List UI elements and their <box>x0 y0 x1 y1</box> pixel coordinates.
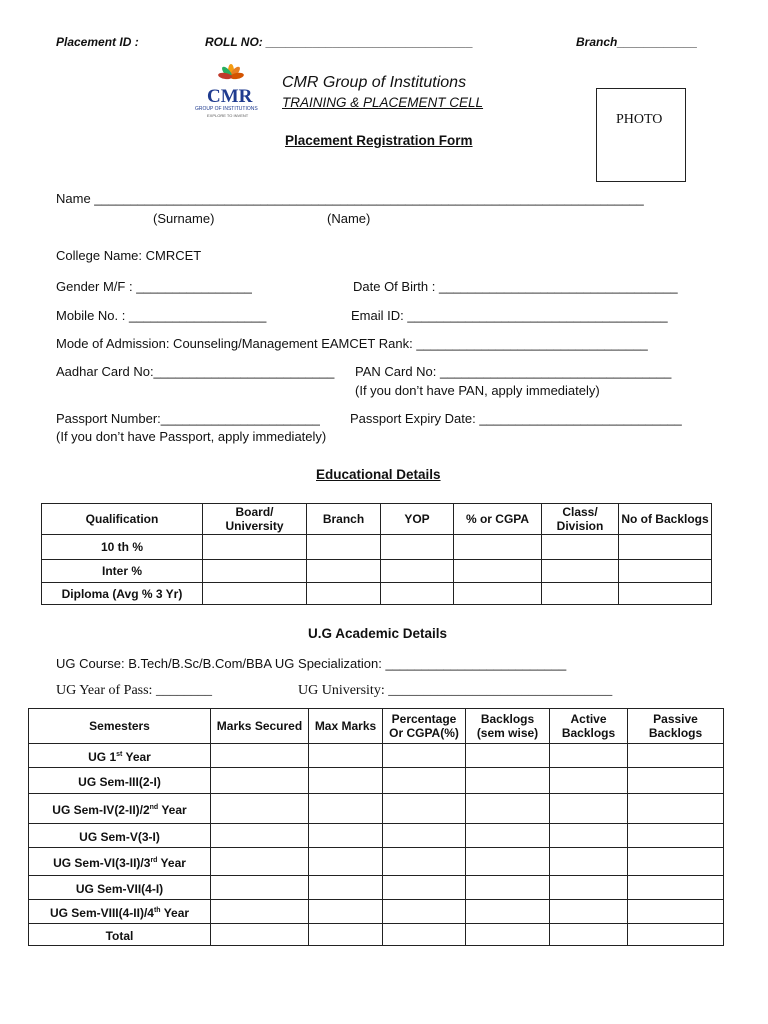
semester-cell: UG Sem-IV(2-II)/2nd Year <box>29 794 211 824</box>
table-cell[interactable] <box>466 924 550 946</box>
education-title: Educational Details <box>316 467 441 482</box>
semester-cell: UG Sem-V(3-I) <box>29 824 211 848</box>
table-cell[interactable] <box>466 900 550 924</box>
surname-hint: (Surname) <box>153 211 215 226</box>
table-row <box>29 876 724 900</box>
passport-note: (If you don’t have Passport, apply immediately) <box>56 429 327 444</box>
aadhar-field[interactable]: Aadhar Card No:_________________________ <box>56 364 335 379</box>
table-row <box>29 924 724 946</box>
photo-label: PHOTO <box>616 112 663 127</box>
table-cell[interactable] <box>383 824 466 848</box>
table-cell[interactable] <box>383 876 466 900</box>
table-header: Marks Secured <box>211 709 309 744</box>
placement-cell-title: TRAINING & PLACEMENT CELL <box>282 95 484 110</box>
institution-name: CMR Group of Institutions <box>282 74 467 91</box>
table-row <box>29 824 724 848</box>
table-cell[interactable] <box>542 535 619 560</box>
ug-year-field[interactable]: UG Year of Pass: ________ <box>56 683 212 698</box>
form-title: Placement Registration Form <box>285 133 473 148</box>
table-cell[interactable] <box>381 535 454 560</box>
qualification-cell: Inter % <box>42 560 203 583</box>
college-name: College Name: CMRCET <box>56 248 202 263</box>
table-cell[interactable] <box>628 924 724 946</box>
table-cell[interactable] <box>454 535 542 560</box>
table-cell[interactable] <box>203 583 307 605</box>
table-cell[interactable] <box>309 794 383 824</box>
table-header: YOP <box>381 504 454 535</box>
table-cell[interactable] <box>309 768 383 794</box>
table-cell[interactable] <box>466 744 550 768</box>
table-cell[interactable] <box>628 876 724 900</box>
table-cell[interactable] <box>466 768 550 794</box>
ug-title: U.G Academic Details <box>308 626 448 641</box>
table-row <box>42 560 712 583</box>
semester-cell: UG Sem-III(2-I) <box>29 768 211 794</box>
table-header: No of Backlogs <box>619 504 712 535</box>
table-cell[interactable] <box>628 768 724 794</box>
table-cell[interactable] <box>550 924 628 946</box>
passport-field[interactable]: Passport Number:______________________ <box>56 411 320 426</box>
table-cell[interactable] <box>309 924 383 946</box>
table-header: Board/ University <box>203 504 307 535</box>
roll-no-field[interactable]: ROLL NO: _______________________________ <box>205 35 473 49</box>
table-cell[interactable] <box>454 560 542 583</box>
table-cell[interactable] <box>466 824 550 848</box>
table-header: Branch <box>307 504 381 535</box>
table-cell[interactable] <box>550 900 628 924</box>
branch-field[interactable]: Branch____________ <box>576 35 698 49</box>
semester-cell: Total <box>29 924 211 946</box>
email-field[interactable]: Email ID: ____________________________________ <box>351 308 668 323</box>
table-cell[interactable] <box>550 744 628 768</box>
gender-field[interactable]: Gender M/F : ________________ <box>56 279 252 294</box>
ug-course-field[interactable]: UG Course: B.Tech/B.Sc/B.Com/BBA UG Specialization: _________________________ <box>56 656 567 671</box>
table-cell[interactable] <box>309 876 383 900</box>
table-cell[interactable] <box>628 848 724 876</box>
table-cell[interactable] <box>211 768 309 794</box>
table-header-row <box>29 709 724 744</box>
table-cell[interactable] <box>203 560 307 583</box>
table-row <box>42 535 712 560</box>
table-cell[interactable] <box>619 583 712 605</box>
placement-id-label: Placement ID : <box>56 35 139 49</box>
table-cell[interactable] <box>383 744 466 768</box>
table-cell[interactable] <box>309 848 383 876</box>
table-cell[interactable] <box>211 824 309 848</box>
table-cell[interactable] <box>307 535 381 560</box>
table-row <box>29 794 724 824</box>
table-cell[interactable] <box>550 848 628 876</box>
table-cell[interactable] <box>383 794 466 824</box>
semester-cell: UG Sem-VII(4-I) <box>29 876 211 900</box>
admission-field[interactable]: Mode of Admission: Counseling/Management EAMCET Rank: ________________________________ <box>56 336 648 351</box>
education-table <box>41 503 712 605</box>
table-cell[interactable] <box>550 768 628 794</box>
table-cell[interactable] <box>542 560 619 583</box>
table-header: Class/ Division <box>542 504 619 535</box>
table-cell[interactable] <box>307 583 381 605</box>
table-cell[interactable] <box>542 583 619 605</box>
table-header: % or CGPA <box>454 504 542 535</box>
table-cell[interactable] <box>619 535 712 560</box>
table-header: Semesters <box>29 709 211 744</box>
table-cell[interactable] <box>550 824 628 848</box>
pan-field[interactable]: PAN Card No: ________________________________ <box>355 364 672 379</box>
table-cell[interactable] <box>383 768 466 794</box>
table-cell[interactable] <box>628 900 724 924</box>
table-cell[interactable] <box>211 794 309 824</box>
table-cell[interactable] <box>383 848 466 876</box>
semester-cell: UG Sem-VIII(4-II)/4th Year <box>29 900 211 924</box>
table-cell[interactable] <box>211 924 309 946</box>
semester-cell: UG 1st Year <box>29 744 211 768</box>
table-cell[interactable] <box>309 744 383 768</box>
qualification-cell: 10 th % <box>42 535 203 560</box>
table-header: Passive Backlogs <box>628 709 724 744</box>
table-cell[interactable] <box>550 794 628 824</box>
table-row <box>29 900 724 924</box>
logo-sub: GROUP OF INSTITUTIONS <box>195 106 258 112</box>
table-cell[interactable] <box>550 876 628 900</box>
table-cell[interactable] <box>381 560 454 583</box>
cmr-logo <box>193 64 269 120</box>
table-header: Max Marks <box>309 709 383 744</box>
name-field[interactable]: Name ____________________________________________________________________________ <box>56 191 644 206</box>
mobile-field[interactable]: Mobile No. : ___________________ <box>56 308 267 323</box>
logo-text: CMR <box>207 86 253 107</box>
dob-field[interactable]: Date Of Birth : _________________________________ <box>353 279 678 294</box>
table-cell[interactable] <box>383 924 466 946</box>
table-cell[interactable] <box>211 876 309 900</box>
pan-note: (If you don’t have PAN, apply immediately) <box>355 383 600 398</box>
table-cell[interactable] <box>309 900 383 924</box>
table-cell[interactable] <box>383 900 466 924</box>
table-cell[interactable] <box>309 824 383 848</box>
table-cell[interactable] <box>307 560 381 583</box>
table-cell[interactable] <box>466 876 550 900</box>
table-cell[interactable] <box>628 824 724 848</box>
table-row <box>42 583 712 605</box>
name-hint: (Name) <box>327 211 371 226</box>
table-row <box>29 768 724 794</box>
table-cell[interactable] <box>211 744 309 768</box>
table-cell[interactable] <box>211 900 309 924</box>
table-header: Percentage Or CGPA(%) <box>383 709 466 744</box>
table-cell[interactable] <box>628 744 724 768</box>
table-header: Backlogs (sem wise) <box>466 709 550 744</box>
photo-box[interactable] <box>596 88 686 182</box>
table-row <box>29 848 724 876</box>
table-header-row <box>42 504 712 535</box>
semester-cell: UG Sem-VI(3-II)/3rd Year <box>29 848 211 876</box>
table-cell[interactable] <box>381 583 454 605</box>
table-cell[interactable] <box>628 794 724 824</box>
table-row <box>29 744 724 768</box>
passport-expiry-field[interactable]: Passport Expiry Date: ____________________________ <box>350 411 682 426</box>
table-cell[interactable] <box>619 560 712 583</box>
qualification-cell: Diploma (Avg % 3 Yr) <box>42 583 203 605</box>
table-cell[interactable] <box>466 848 550 876</box>
table-cell[interactable] <box>211 848 309 876</box>
ug-semester-table <box>28 708 724 946</box>
ug-university-field[interactable]: UG University: ________________________________ <box>298 683 613 698</box>
table-header: Qualification <box>42 504 203 535</box>
table-cell[interactable] <box>466 794 550 824</box>
logo-tag: EXPLORE TO INVENT <box>207 113 249 118</box>
table-header: Active Backlogs <box>550 709 628 744</box>
table-cell[interactable] <box>203 535 307 560</box>
table-cell[interactable] <box>454 583 542 605</box>
